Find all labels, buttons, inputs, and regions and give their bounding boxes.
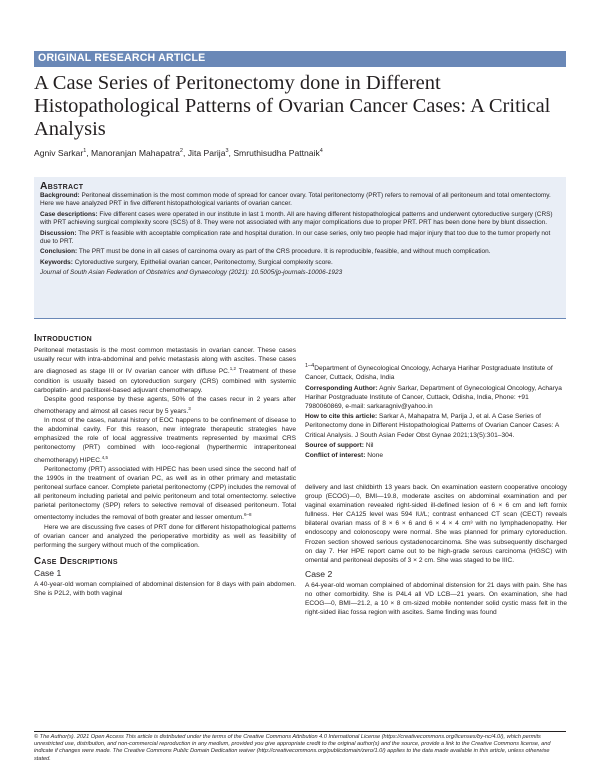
department-text: Department of Gynecological Oncology, Acharya Harihar Postgraduate Institute of Cancer, Cuttack, Odisha, India <box>305 365 553 382</box>
citation-ref: 1,2 <box>229 366 237 372</box>
citation-ref: 3 <box>188 405 191 411</box>
author-separator: , <box>182 148 188 158</box>
intro-p4-text: Peritonectomy (PRT) associated with HIPEC has been used since the second half of the 1990s in the treatment of ovarian PC, as well as in other primary and metastatic peritoneal surface cancer. Complete parietal peritonectomy (CPP) includes the removal of all peritoneum including parietal and pelvic peritoneum and total omentectomy. selective parietal peritonectomy (SPP) refers to selective removal of diseased peritoneum. Total omentectomy includes the removal of both greater and lesser omentum. <box>34 465 296 522</box>
abstract-conclusion <box>40 248 560 256</box>
author-separator: , <box>228 148 234 158</box>
abstract-conclusion-text: The PRT must be done in all cases of carcinoma ovary as part of the CRS procedure. It is reproducible, feasible, and without much complication. <box>78 248 491 256</box>
abstract-background <box>40 192 560 209</box>
footer-divider <box>34 731 566 732</box>
conflict-of-interest <box>305 451 567 460</box>
intro-p1-text-a: Peritoneal metastasis is the most common metastasis in ovarian cancer. These cases usually recur with intra-abdominal and pelvic metastasis along with ascites. These cases are diagnosed as stage III or IV ovarian cancer with diffuse PC. <box>34 347 296 376</box>
abstract-conclusion-label: Conclusion: <box>40 248 78 256</box>
case-2-text: A 64-year-old woman complained of abdominal distension for 21 days with pain. She has no other comorbidity. She is P4L4 all VD LCB—21 years. On examination, she had ECOG—0, BMI—21.2, a 10 × 8 cm-sized mobile nontender solid cystic mass felt in the right-sided iliac fossa region with ascites. Same finding was found <box>305 581 567 617</box>
abstract-divider <box>34 318 566 319</box>
intro-paragraph-4 <box>34 465 296 523</box>
case-2-heading: Case 2 <box>305 568 333 579</box>
author-name: Jita Parija <box>187 148 226 158</box>
intro-paragraph-2 <box>34 395 296 416</box>
abstract-case-descriptions <box>40 211 560 228</box>
journal-doi-line: Journal of South Asian Federation of Obstetrics and Gynaecology (2021): 10.5005/jp-journals-10006-1923 <box>40 269 343 277</box>
corresponding-author <box>305 384 567 412</box>
conflict-text: None <box>367 452 384 460</box>
case-descriptions-heading: Case Descriptions <box>34 555 118 567</box>
abstract-box <box>34 177 566 318</box>
author-affiliation-sup: 2 <box>179 148 183 155</box>
author-separator: , <box>86 148 92 158</box>
abstract-keywords-text: Cytoreductive surgery, Epithelial ovarian cancer, Peritonectomy, Surgical complexity score. <box>74 258 333 266</box>
how-to-cite <box>305 412 567 440</box>
author-list <box>34 148 574 158</box>
source-of-support <box>305 441 567 450</box>
cite-text: Sarkar A, Mahapatra M, Parija J, et al. A Case Series of Peritonectomy done in Different Histopathological Patterns of Ovarian Cancer Cases: A Critical Analysis. J South Asian Feder Obst Gynae 2021;13(5):301–304. <box>305 413 559 439</box>
abstract-case-text: Five different cases were operated in our institute in last 1 month. All are having different histopathological patterns and underwent cytoreductive surgery (CRS) with PRT achieving surgical complexity score (SCS) of 8. They were not associated with any major complications due to proper PRT. PRT has been done here by blunt dissection. <box>40 210 553 227</box>
abstract-discussion-text: The PRT is feasible with acceptable complication rate and hospital duration. In our case series, only two people had major injury that too due to the tumor properly not due to PRT. <box>40 229 551 245</box>
intro-p1-text-b: Treatment of these condition is usually based on cytoreduction surgery (CRS) combined with systemic carboplatin- and paclitaxel-based adjuvant chemotherapy. <box>34 368 297 394</box>
intro-paragraph-1 <box>34 346 296 395</box>
case-1-text-left: A 40-year-old woman complained of abdominal distension for 8 days with pain abdomen. She is P2L2, with both vaginal <box>34 581 296 598</box>
corresponding-text: Agniv Sarkar, Department of Gynecological Oncology, Acharya Harihar Postgraduate Institute of Cancer, Cuttack, Odisha, India, Phone: +91 7980060869, e-mail: sarkaragniv@yahoo.in <box>305 384 562 410</box>
author-affiliation-sup: 1 <box>83 148 87 155</box>
intro-p3-text: In most of the cases, natural history of EOC happens to be confinement of disease to the abdominal cavity. For this reason, new integrate therapeutic strategies have emphasized the role of local aggressive treatments represented by maximal CRS peritonectomy (PRT) combined with loco-regional (hyperthermic intraperitoneal chemotherapy) HIPEC. <box>34 417 296 464</box>
author-name: Smruthisudha Pattnaik <box>233 148 320 158</box>
affiliation-sup: 1–4 <box>305 363 315 369</box>
abstract-background-label: Background: <box>40 192 80 199</box>
abstract-background-text: Peritoneal dissemination is the most common mode of spread for cancer ovary. Total peritonectomy (PRT) refers to removal of all peritoneum and total omentectomy. Here we have analyzed PRT in five different histopathological variants of ovarian cancer. <box>40 192 551 208</box>
right-column <box>305 483 567 617</box>
corresponding-label: Corresponding Author: <box>305 384 378 392</box>
support-text: Nil <box>365 441 374 449</box>
support-label: Source of support: <box>305 441 364 449</box>
abstract-heading: Abstract <box>40 181 84 192</box>
left-column <box>34 334 296 598</box>
cite-label: How to cite this article: <box>305 413 378 421</box>
case-1-heading: Case 1 <box>34 567 62 578</box>
author-affiliation-sup: 3 <box>225 148 229 155</box>
author-name: Agniv Sarkar <box>34 148 84 158</box>
conflict-label: Conflict of interest: <box>305 452 366 460</box>
license-footer: © The Author(s). 2021 Open Access This article is distributed under the terms of the Creative Commons Attribution 4.0 International License (https://creativecommons.org/licenses/by-nc/4.0/), which permits unrestricted use, distribution, and non-commercial reproduction in any medium, provided you give appropriate credit to the original author(s) and the source, provide a link to the Creative Commons license, and indicate if changes were made. The Creative Commons Public Domain Dedication waiver (http://creativecommons.org/publicdomain/zero/1.0/) applies to the data made available in this article, unless otherwise stated. <box>34 734 551 762</box>
citation-ref: 6–8 <box>244 512 252 518</box>
author-name: Manoranjan Mahapatra <box>91 148 180 158</box>
abstract-case-label: Case descriptions: <box>40 210 98 218</box>
affiliation-block <box>305 362 567 461</box>
abstract-keywords <box>40 259 560 267</box>
intro-paragraph-5: Here we are discussing five cases of PRT done for different histopathological patterns of ovarian cancer and analyzed the perioperative morbidity as well as feasibility of performing the surgery without much of the complication. <box>34 523 296 549</box>
article-title: A Case Series of Peritonectomy done in Different Histopathological Patterns of Ovarian Cancer Cases: A Critical Analysis <box>34 72 551 140</box>
article-type-banner <box>34 51 566 67</box>
case-1-text-right: delivery and last childbirth 13 years back. On examination eastern cooperative oncology group (ECOG)—0, BMI—19.8, moderate ascites on abdominal examination and per vaginal examination revealed right-sided ill-defined lesion of 6 × 6 cm and left fornix fullness. Her CA125 level was 594 IU/L; contrast enhanced CT scan (CECT) reveals bilateral ovarian mass of 8 × 6 × 6 and 6 × 4 × 4 cm³ with no lymphadenopathy. Her endoscopy and colonoscopy were normal. She was planned for primary cytoreduction. Frozen section showed serious cystadenocarcinoma. She was subsequently discharged on day 7. Her HPE report came out to be high-grade serous carcinoma (HGSC) with omental and peritoneal deposits of 3 × 2 cm. She was staged to be IIIC. <box>305 484 567 564</box>
introduction-heading: Introduction <box>34 333 93 344</box>
citation-ref: 4,5 <box>101 454 109 460</box>
abstract-keywords-label: Keywords: <box>40 258 73 266</box>
department-affiliation <box>305 362 567 383</box>
abstract-discussion-label: Discussion: <box>40 229 77 237</box>
abstract-discussion <box>40 230 560 247</box>
intro-paragraph-3 <box>34 416 296 465</box>
intro-p2-text: Despite good response by these agents, 50% of the cases recur in 2 years after chemotherapy and almost all cases recur by 5 years. <box>34 395 296 416</box>
author-affiliation-sup: 4 <box>319 148 323 155</box>
article-type-label: ORIGINAL RESEARCH ARTICLE <box>38 52 206 64</box>
